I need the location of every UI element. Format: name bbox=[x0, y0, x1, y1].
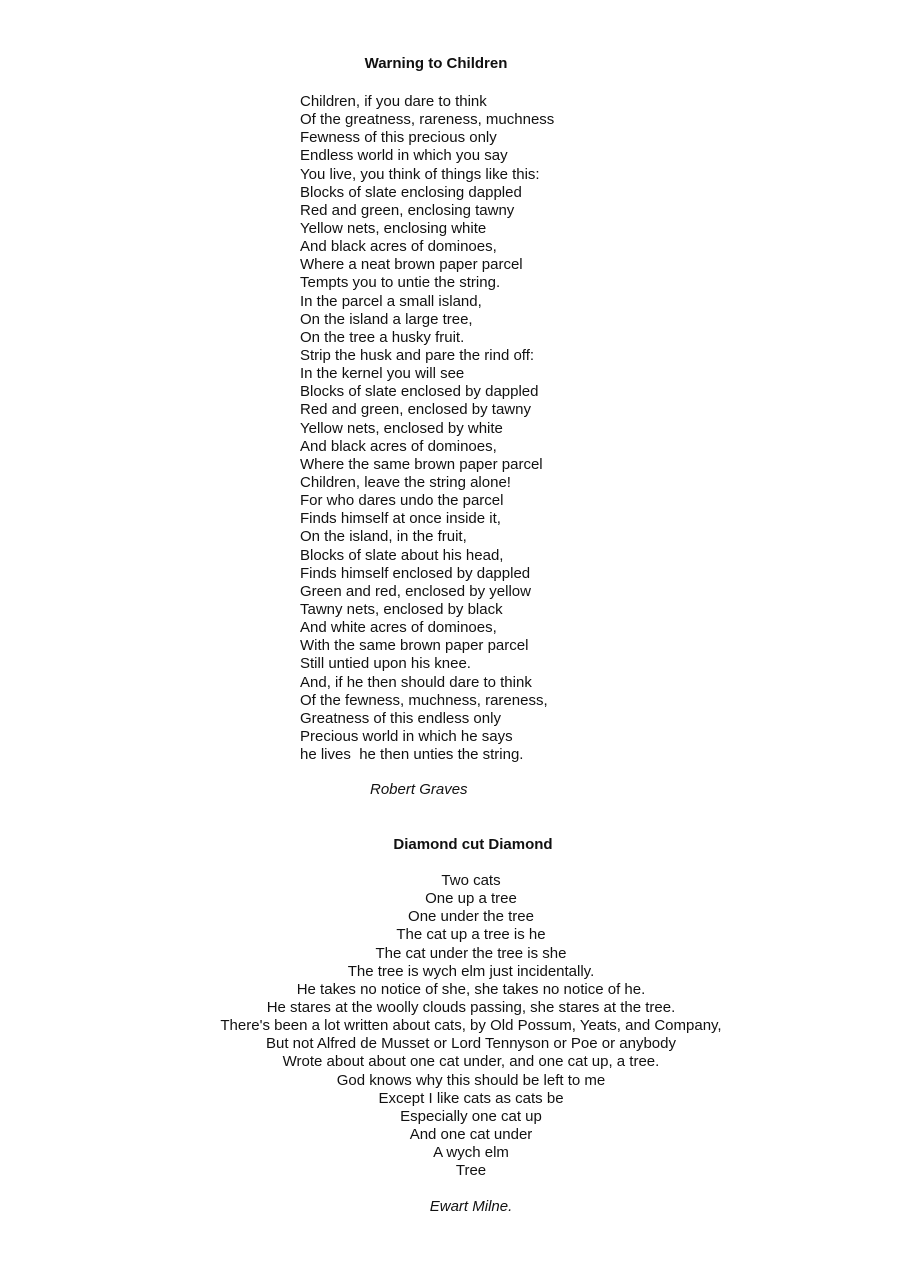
poem-line: The tree is wych elm just incidentally. bbox=[347, 962, 595, 980]
poem-line: And black acres of dominoes, bbox=[300, 238, 497, 256]
poem-line: Endless world in which you say bbox=[300, 147, 508, 165]
poem-line: Blocks of slate enclosed by dappled bbox=[300, 383, 539, 401]
poem-line: A wych elm bbox=[433, 1144, 509, 1162]
poem-body-diamond-cut-diamond bbox=[0, 872, 900, 1180]
poem-line: Two cats bbox=[441, 872, 501, 889]
poem-line: Tree bbox=[455, 1162, 487, 1180]
poem-line: God knows why this should be left to me bbox=[336, 1071, 606, 1089]
poem-title-warning-to-children: Warning to Children bbox=[364, 55, 508, 72]
poem-line: Green and red, enclosed by yellow bbox=[300, 582, 531, 600]
poem-line: Greatness of this endless only bbox=[300, 709, 501, 727]
poem-line: In the parcel a small island, bbox=[300, 292, 482, 310]
poem-line: And black acres of dominoes, bbox=[300, 437, 497, 455]
poem-line: Of the fewness, muchness, rareness, bbox=[300, 691, 548, 709]
poem-line: Red and green, enclosing tawny bbox=[300, 201, 515, 219]
poem-line: Blocks of slate enclosing dappled bbox=[300, 183, 522, 201]
poem-body-warning-to-children bbox=[300, 93, 554, 764]
poem-line: There's been a lot written about cats, by Old Possum, Yeats, and Company, bbox=[220, 1017, 722, 1035]
poem-line: Wrote about about one cat under, and one cat up, a tree. bbox=[282, 1053, 660, 1071]
poem-line: He takes no notice of she, she takes no notice of he. bbox=[296, 980, 646, 998]
poem-line: He stares at the woolly clouds passing, she stares at the tree. bbox=[266, 998, 676, 1016]
poem-line: On the island a large tree, bbox=[300, 310, 473, 328]
poem-line: One under the tree bbox=[408, 908, 534, 926]
poem-author-robert-graves: Robert Graves bbox=[370, 781, 468, 798]
poem-line: Of the greatness, rareness, muchness bbox=[300, 111, 555, 129]
poem-line: One up a tree bbox=[425, 890, 517, 908]
poem-line: With the same brown paper parcel bbox=[300, 637, 529, 655]
poem-title-diamond-cut-diamond: Diamond cut Diamond bbox=[393, 836, 553, 853]
poem-line: And one cat under bbox=[409, 1125, 533, 1143]
poem-line: Where the same brown paper parcel bbox=[300, 455, 543, 473]
poem-line: Except I like cats as cats be bbox=[378, 1089, 564, 1107]
poem-line: In the kernel you will see bbox=[300, 365, 465, 383]
poem-line: Yellow nets, enclosing white bbox=[300, 219, 487, 237]
poem-line: Yellow nets, enclosed by white bbox=[300, 419, 503, 437]
poem-line: Children, if you dare to think bbox=[300, 93, 487, 110]
poem-line: Still untied upon his knee. bbox=[300, 655, 471, 673]
poem-line: Especially one cat up bbox=[400, 1107, 542, 1125]
poem-line: Finds himself at once inside it, bbox=[300, 510, 501, 528]
poem-line: Tempts you to untie the string. bbox=[300, 274, 501, 292]
poem-line: Finds himself enclosed by dappled bbox=[300, 564, 531, 582]
poem-line: Blocks of slate about his head, bbox=[300, 546, 504, 564]
poem-line: Red and green, enclosed by tawny bbox=[300, 401, 531, 419]
poem-line: Children, leave the string alone! bbox=[300, 473, 511, 491]
poem-line: Tawny nets, enclosed by black bbox=[300, 600, 503, 618]
poem-line: And white acres of dominoes, bbox=[300, 619, 497, 637]
poem-line: For who dares undo the parcel bbox=[300, 492, 504, 510]
poem-line: Precious world in which he says bbox=[300, 727, 513, 745]
poem-line: The cat up a tree is he bbox=[396, 926, 546, 944]
poem-line: The cat under the tree is she bbox=[375, 944, 567, 962]
poem-line: But not Alfred de Musset or Lord Tennyson or Poe or anybody bbox=[266, 1035, 676, 1053]
poem-line: You live, you think of things like this: bbox=[300, 165, 540, 183]
poem-line: Strip the husk and pare the rind off: bbox=[300, 346, 535, 364]
poem-line: Where a neat brown paper parcel bbox=[300, 256, 523, 274]
poem-line: On the tree a husky fruit. bbox=[300, 328, 465, 346]
poem-line: Fewness of this precious only bbox=[300, 129, 497, 147]
poem-line: he lives he then unties the string. bbox=[300, 746, 524, 764]
poem-line: On the island, in the fruit, bbox=[300, 528, 467, 546]
poem-author-ewart-milne: Ewart Milne. bbox=[429, 1198, 513, 1215]
poem-line: And, if he then should dare to think bbox=[300, 673, 532, 691]
